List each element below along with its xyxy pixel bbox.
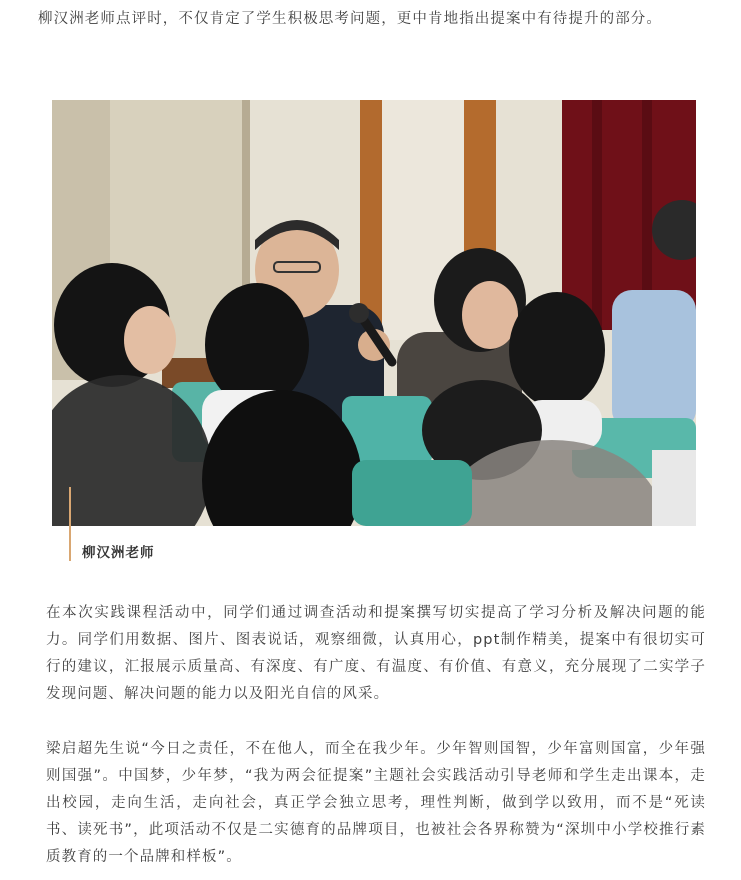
intro-paragraph: 柳汉洲老师点评时，不仅肯定了学生积极思考问题，更中肯地指出提案中有待提升的部分。 bbox=[38, 11, 662, 27]
caption-accent-bar bbox=[69, 487, 71, 561]
body-paragraph-1: 在本次实践课程活动中，同学们通过调查活动和提案撰写切实提高了学习分析及解决问题的能力。同学们用数据、图片、图表说话，观察细微，认真用心，ppt制作精美，提案中有很切实可行的建议，汇报展示质量高、有深度、有广度、有温度、有价值、有意义，充分展现了二实学子发现问题、解决问题的能力以及阳光自信的风采。 bbox=[46, 605, 706, 702]
photo-caption: 柳汉洲老师 bbox=[82, 545, 155, 561]
body-paragraph-2: 梁启超先生说“今日之责任，不在他人，而全在我少年。少年智则国智，少年富则国富，少年强则国强”。中国梦，少年梦，“我为两会征提案”主题社会实践活动引导老师和学生走出课本，走出校园，走向生活，走向社会，真正学会独立思考，理性判断，做到学以致用，而不是“死读书、读死书”，此项活动不仅是二实德育的品牌项目，也被社会各界称赞为“深圳中小学校推行素质教育的一个品牌和样板”。 bbox=[46, 741, 706, 865]
event-photo bbox=[52, 100, 696, 526]
